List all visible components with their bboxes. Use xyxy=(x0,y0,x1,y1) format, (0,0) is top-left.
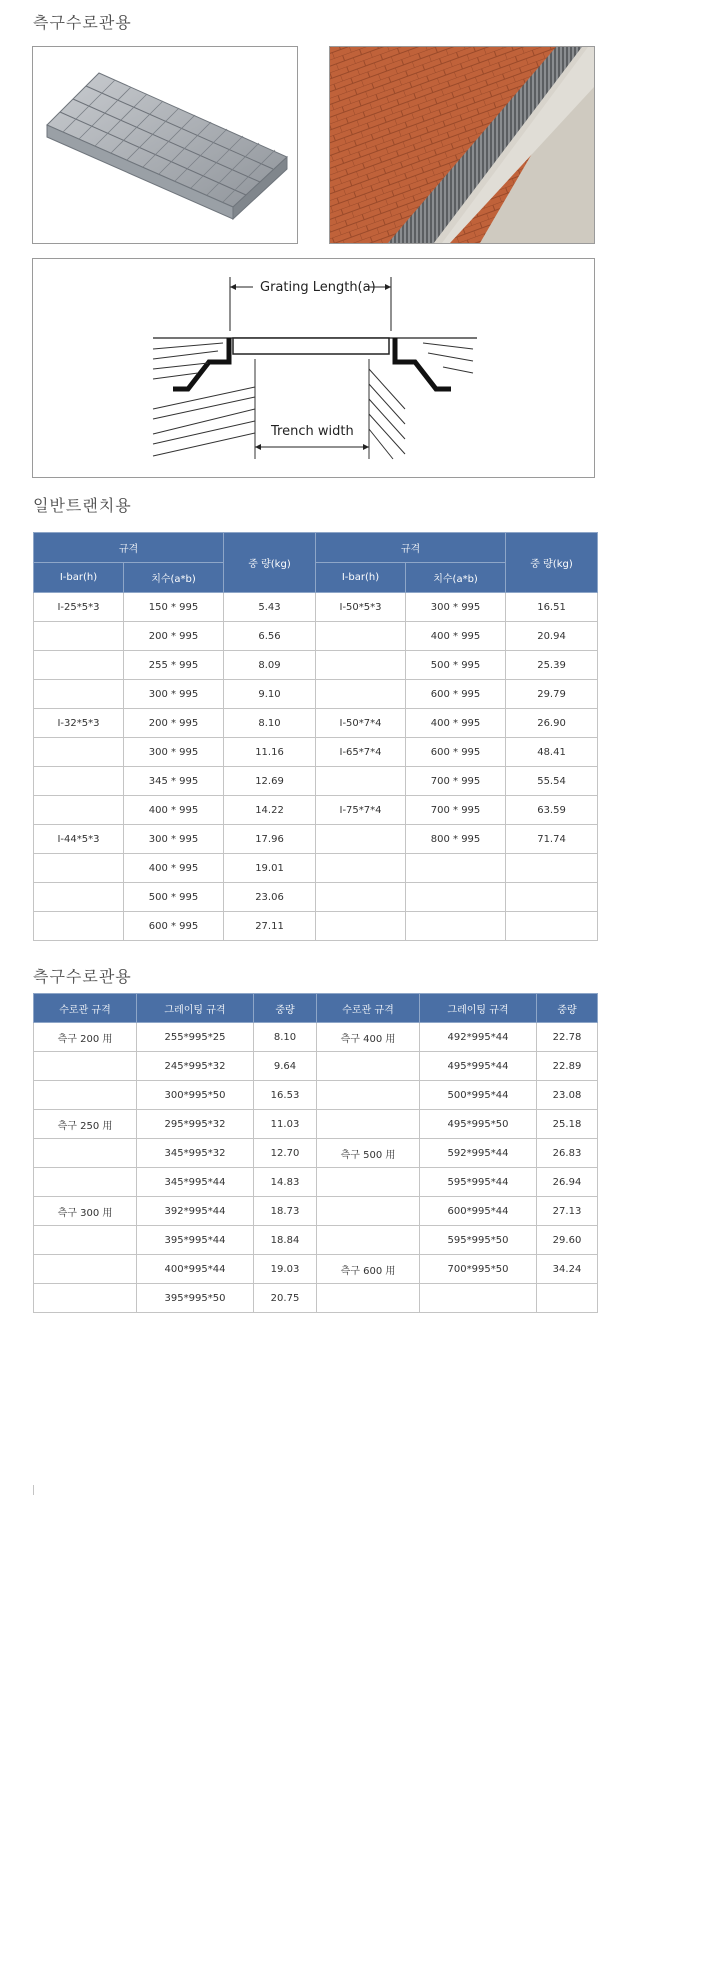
table-row xyxy=(34,854,598,883)
table-row xyxy=(34,1110,598,1139)
table-cell: 395*995*50 xyxy=(137,1284,254,1313)
table-cell: 345*995*32 xyxy=(137,1139,254,1168)
table-cell: 345*995*44 xyxy=(137,1168,254,1197)
table-cell: 26.90 xyxy=(506,709,598,738)
table-cell: 295*995*32 xyxy=(137,1110,254,1139)
table-cell: 500 * 995 xyxy=(124,883,224,912)
size-header: 치수(a*b) xyxy=(406,563,506,593)
table-cell: 22.89 xyxy=(537,1052,598,1081)
table-cell: 63.59 xyxy=(506,796,598,825)
table-row xyxy=(34,1197,598,1226)
table-cell: 26.94 xyxy=(537,1168,598,1197)
table-cell: 600 * 995 xyxy=(124,912,224,941)
table-cell: 25.18 xyxy=(537,1110,598,1139)
table-cell: 29.79 xyxy=(506,680,598,709)
table-cell: 700 * 995 xyxy=(406,796,506,825)
table-cell: 300*995*50 xyxy=(137,1081,254,1110)
table-cell: 395*995*44 xyxy=(137,1226,254,1255)
table-row xyxy=(34,1168,598,1197)
table-cell: 245*995*32 xyxy=(137,1052,254,1081)
table-cell: 23.08 xyxy=(537,1081,598,1110)
table-cell xyxy=(34,1052,137,1081)
table-cell: 27.11 xyxy=(224,912,316,941)
table-cell: 20.75 xyxy=(254,1284,317,1313)
table-row xyxy=(34,767,598,796)
table-cell xyxy=(316,767,406,796)
table-cell xyxy=(34,738,124,767)
table-cell xyxy=(34,796,124,825)
table-cell: 300 * 995 xyxy=(124,738,224,767)
table-cell: 700 * 995 xyxy=(406,767,506,796)
table-cell: 392*995*44 xyxy=(137,1197,254,1226)
table-cell: 14.83 xyxy=(254,1168,317,1197)
table-cell: I-65*7*4 xyxy=(316,738,406,767)
table-cell: 500*995*44 xyxy=(420,1081,537,1110)
table-cell: 8.10 xyxy=(224,709,316,738)
table-cell: I-50*7*4 xyxy=(316,709,406,738)
table-cell: 495*995*44 xyxy=(420,1052,537,1081)
table-cell: 200 * 995 xyxy=(124,709,224,738)
table-cell: 25.39 xyxy=(506,651,598,680)
table-cell xyxy=(316,680,406,709)
weight-header: 중 량(kg) xyxy=(506,533,598,593)
table-cell: I-44*5*3 xyxy=(34,825,124,854)
table-row xyxy=(34,709,598,738)
table-row xyxy=(34,680,598,709)
table-cell xyxy=(420,1284,537,1313)
table-cell: I-25*5*3 xyxy=(34,593,124,622)
table-cell xyxy=(317,1226,420,1255)
table-cell xyxy=(317,1197,420,1226)
table-cell xyxy=(34,651,124,680)
table-row xyxy=(34,1052,598,1081)
table-cell: 595*995*44 xyxy=(420,1168,537,1197)
table-cell xyxy=(34,680,124,709)
table-row xyxy=(34,1226,598,1255)
table-cell xyxy=(406,883,506,912)
table-cell: 8.09 xyxy=(224,651,316,680)
general-trench-spec-table xyxy=(33,532,598,941)
table-cell: 300 * 995 xyxy=(124,825,224,854)
table-cell xyxy=(317,1168,420,1197)
table-row xyxy=(34,883,598,912)
table-cell: 12.69 xyxy=(224,767,316,796)
table-cell: 9.10 xyxy=(224,680,316,709)
table-cell: 측구 200 用 xyxy=(34,1023,137,1052)
table-cell: 8.10 xyxy=(254,1023,317,1052)
table-cell: 측구 500 用 xyxy=(317,1139,420,1168)
table-cell xyxy=(34,1081,137,1110)
grating-photo xyxy=(32,46,298,244)
spec-group-header: 규격 xyxy=(316,533,506,563)
table-cell: 592*995*44 xyxy=(420,1139,537,1168)
table-cell: I-75*7*4 xyxy=(316,796,406,825)
table-cell: 300 * 995 xyxy=(124,680,224,709)
table-cell: 255 * 995 xyxy=(124,651,224,680)
table-cell: 12.70 xyxy=(254,1139,317,1168)
table-cell xyxy=(406,912,506,941)
ibar-header: I-bar(h) xyxy=(316,563,406,593)
table-cell: 23.06 xyxy=(224,883,316,912)
table-cell: 27.13 xyxy=(537,1197,598,1226)
table-cell: 400 * 995 xyxy=(406,622,506,651)
table-cell: 17.96 xyxy=(224,825,316,854)
column-header: 그레이팅 규격 xyxy=(420,994,537,1023)
table-cell xyxy=(317,1081,420,1110)
table-cell: 측구 400 用 xyxy=(317,1023,420,1052)
table-cell xyxy=(506,854,598,883)
table-cell xyxy=(316,854,406,883)
table-cell xyxy=(34,1255,137,1284)
trench-width-label: Trench width xyxy=(271,424,354,439)
table-cell xyxy=(317,1052,420,1081)
table-row xyxy=(34,912,598,941)
table-row xyxy=(34,1081,598,1110)
table-cell: 측구 300 用 xyxy=(34,1197,137,1226)
table-cell: 16.51 xyxy=(506,593,598,622)
table-cell xyxy=(316,912,406,941)
table-cell: 14.22 xyxy=(224,796,316,825)
table-cell: 26.83 xyxy=(537,1139,598,1168)
table-cell xyxy=(317,1110,420,1139)
table-cell: 16.53 xyxy=(254,1081,317,1110)
installed-trench-photo xyxy=(329,46,595,244)
table-cell xyxy=(316,825,406,854)
grating-length-label: Grating Length(a) xyxy=(260,280,376,295)
table-cell: 22.78 xyxy=(537,1023,598,1052)
table-cell: 71.74 xyxy=(506,825,598,854)
ibar-header: I-bar(h) xyxy=(34,563,124,593)
weight-header: 중 량(kg) xyxy=(224,533,316,593)
table-cell xyxy=(506,883,598,912)
table-cell xyxy=(316,883,406,912)
table-row xyxy=(34,796,598,825)
table-cell: 150 * 995 xyxy=(124,593,224,622)
table-cell: 55.54 xyxy=(506,767,598,796)
section-heading-general-trench: 일반트랜치용 xyxy=(33,496,132,515)
table-cell: 300 * 995 xyxy=(406,593,506,622)
table-cell: 700*995*50 xyxy=(420,1255,537,1284)
table-row xyxy=(34,593,598,622)
column-header: 중량 xyxy=(254,994,317,1023)
table-row xyxy=(34,738,598,767)
table-cell: 400 * 995 xyxy=(406,709,506,738)
table-cell xyxy=(34,1226,137,1255)
table-cell: 34.24 xyxy=(537,1255,598,1284)
column-header: 중량 xyxy=(537,994,598,1023)
table-row xyxy=(34,1023,598,1052)
table-cell xyxy=(34,883,124,912)
table-border-stub xyxy=(33,1485,34,1495)
table-cell xyxy=(34,622,124,651)
trench-cross-section-diagram xyxy=(32,258,595,478)
table-cell: 6.56 xyxy=(224,622,316,651)
column-header: 수로관 규격 xyxy=(317,994,420,1023)
table-cell: 48.41 xyxy=(506,738,598,767)
table-cell: 9.64 xyxy=(254,1052,317,1081)
table-row xyxy=(34,825,598,854)
table-cell: 345 * 995 xyxy=(124,767,224,796)
table-cell xyxy=(317,1284,420,1313)
column-header: 수로관 규격 xyxy=(34,994,137,1023)
table-cell: 495*995*50 xyxy=(420,1110,537,1139)
table-cell xyxy=(34,912,124,941)
table-row xyxy=(34,1255,598,1284)
spec-group-header: 규격 xyxy=(34,533,224,563)
table-cell: 18.84 xyxy=(254,1226,317,1255)
table-cell: 측구 250 用 xyxy=(34,1110,137,1139)
table-cell: 500 * 995 xyxy=(406,651,506,680)
table-cell: 5.43 xyxy=(224,593,316,622)
table-cell: 600 * 995 xyxy=(406,738,506,767)
section-heading-side-ditch-2: 측구수로관용 xyxy=(33,967,132,986)
table-cell xyxy=(34,854,124,883)
table-cell xyxy=(537,1284,598,1313)
column-header: 그레이팅 규격 xyxy=(137,994,254,1023)
table-cell xyxy=(316,651,406,680)
table-cell xyxy=(34,1168,137,1197)
table-cell: 20.94 xyxy=(506,622,598,651)
table-cell: 800 * 995 xyxy=(406,825,506,854)
table-cell: 11.16 xyxy=(224,738,316,767)
table-cell: 595*995*50 xyxy=(420,1226,537,1255)
table-cell: 18.73 xyxy=(254,1197,317,1226)
table-cell: 400 * 995 xyxy=(124,854,224,883)
table-cell: I-32*5*3 xyxy=(34,709,124,738)
table-cell: 600 * 995 xyxy=(406,680,506,709)
size-header: 치수(a*b) xyxy=(124,563,224,593)
table-cell xyxy=(506,912,598,941)
table-row xyxy=(34,1139,598,1168)
table-cell xyxy=(34,1284,137,1313)
table-row xyxy=(34,1284,598,1313)
table-cell: 600*995*44 xyxy=(420,1197,537,1226)
table-cell: 400 * 995 xyxy=(124,796,224,825)
side-ditch-spec-table xyxy=(33,993,598,1313)
table-cell: 29.60 xyxy=(537,1226,598,1255)
table-cell xyxy=(406,854,506,883)
table-cell: 19.03 xyxy=(254,1255,317,1284)
table-cell xyxy=(316,622,406,651)
table-cell: I-50*5*3 xyxy=(316,593,406,622)
table-cell: 492*995*44 xyxy=(420,1023,537,1052)
table-cell xyxy=(34,1139,137,1168)
table-row xyxy=(34,622,598,651)
table-row xyxy=(34,651,598,680)
section-heading-side-ditch: 측구수로관용 xyxy=(33,13,132,32)
table-cell: 11.03 xyxy=(254,1110,317,1139)
table-cell: 19.01 xyxy=(224,854,316,883)
table-cell: 400*995*44 xyxy=(137,1255,254,1284)
table-cell xyxy=(34,767,124,796)
table-cell: 200 * 995 xyxy=(124,622,224,651)
table-cell: 255*995*25 xyxy=(137,1023,254,1052)
table-cell: 측구 600 用 xyxy=(317,1255,420,1284)
